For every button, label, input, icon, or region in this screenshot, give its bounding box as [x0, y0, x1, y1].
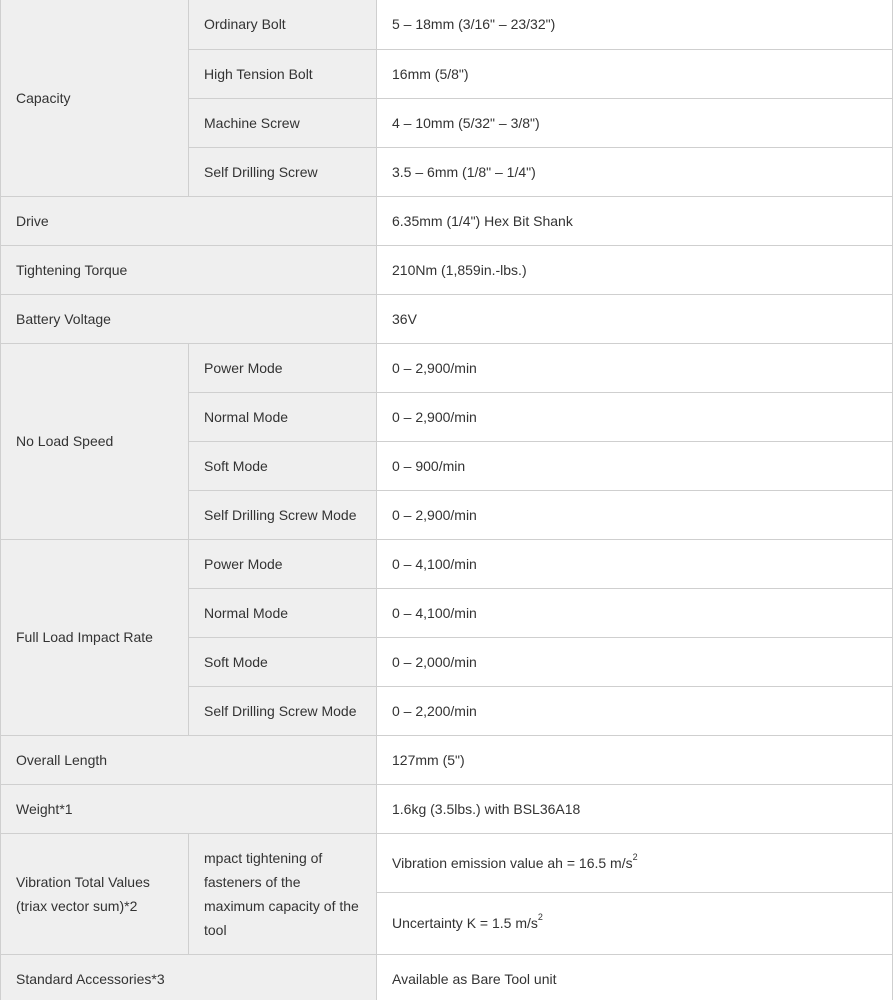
vibration-condition: mpact tightening of fasteners of the maximum capacity of the tool [189, 833, 377, 954]
vibration-uncertainty-text: Uncertainty K = 1.5 m/s [392, 915, 538, 931]
spec-row-impact-power-mode [1, 539, 893, 588]
impact-power-mode-value: 0 – 4,100/min [377, 539, 893, 588]
uncertainty-unit-exponent: 2 [537, 912, 543, 922]
drive-label: Drive [1, 196, 377, 245]
weight-label: Weight*1 [1, 784, 377, 833]
self-drilling-screw-label: Self Drilling Screw [189, 147, 377, 196]
spec-row-no-load-power-mode [1, 343, 893, 392]
capacity-label: Capacity [1, 0, 189, 196]
impact-normal-mode-value: 0 – 4,100/min [377, 588, 893, 637]
no-load-normal-mode-value: 0 – 2,900/min [377, 392, 893, 441]
standard-accessories-label: Standard Accessories*3 [1, 954, 377, 1000]
spec-row-weight [1, 784, 893, 833]
vibration-emission-text: Vibration emission value ah = 16.5 m/s [392, 854, 633, 871]
high-tension-bolt-value: 16mm (5/8") [377, 49, 893, 98]
vibration-label: Vibration Total Values (triax vector sum)*2 [1, 833, 189, 954]
vibration-uncertainty-value [377, 892, 893, 954]
standard-accessories-value: Available as Bare Tool unit [377, 954, 893, 1000]
emission-unit-exponent: 2 [632, 851, 638, 862]
overall-length-value: 127mm (5") [377, 735, 893, 784]
full-load-impact-rate-label: Full Load Impact Rate [1, 539, 189, 735]
no-load-power-mode-value: 0 – 2,900/min [377, 343, 893, 392]
machine-screw-label: Machine Screw [189, 98, 377, 147]
drive-value: 6.35mm (1/4") Hex Bit Shank [377, 196, 893, 245]
battery-voltage-value: 36V [377, 294, 893, 343]
weight-value: 1.6kg (3.5lbs.) with BSL36A18 [377, 784, 893, 833]
no-load-speed-label: No Load Speed [1, 343, 189, 539]
battery-voltage-label: Battery Voltage [1, 294, 377, 343]
no-load-self-drilling-mode-value: 0 – 2,900/min [377, 490, 893, 539]
machine-screw-value: 4 – 10mm (5/32" – 3/8") [377, 98, 893, 147]
spec-row-tightening-torque [1, 245, 893, 294]
spec-row-capacity-ordinary-bolt [1, 0, 893, 49]
tightening-torque-label: Tightening Torque [1, 245, 377, 294]
high-tension-bolt-label: High Tension Bolt [189, 49, 377, 98]
spec-row-vibration-emission [1, 833, 893, 892]
vibration-emission-value [377, 833, 893, 892]
overall-length-label: Overall Length [1, 735, 377, 784]
impact-soft-mode-label: Soft Mode [189, 637, 377, 686]
ordinary-bolt-value: 5 – 18mm (3/16" – 23/32") [377, 0, 893, 49]
spec-row-overall-length [1, 735, 893, 784]
no-load-normal-mode-label: Normal Mode [189, 392, 377, 441]
no-load-soft-mode-value: 0 – 900/min [377, 441, 893, 490]
impact-soft-mode-value: 0 – 2,000/min [377, 637, 893, 686]
impact-normal-mode-label: Normal Mode [189, 588, 377, 637]
spec-row-battery-voltage [1, 294, 893, 343]
spec-row-standard-accessories [1, 954, 893, 1000]
no-load-self-drilling-mode-label: Self Drilling Screw Mode [189, 490, 377, 539]
spec-row-drive [1, 196, 893, 245]
no-load-soft-mode-label: Soft Mode [189, 441, 377, 490]
impact-self-drilling-mode-value: 0 – 2,200/min [377, 686, 893, 735]
no-load-power-mode-label: Power Mode [189, 343, 377, 392]
tightening-torque-value: 210Nm (1,859in.-lbs.) [377, 245, 893, 294]
self-drilling-screw-value: 3.5 – 6mm (1/8" – 1/4") [377, 147, 893, 196]
impact-self-drilling-mode-label: Self Drilling Screw Mode [189, 686, 377, 735]
ordinary-bolt-label: Ordinary Bolt [189, 0, 377, 49]
impact-power-mode-label: Power Mode [189, 539, 377, 588]
